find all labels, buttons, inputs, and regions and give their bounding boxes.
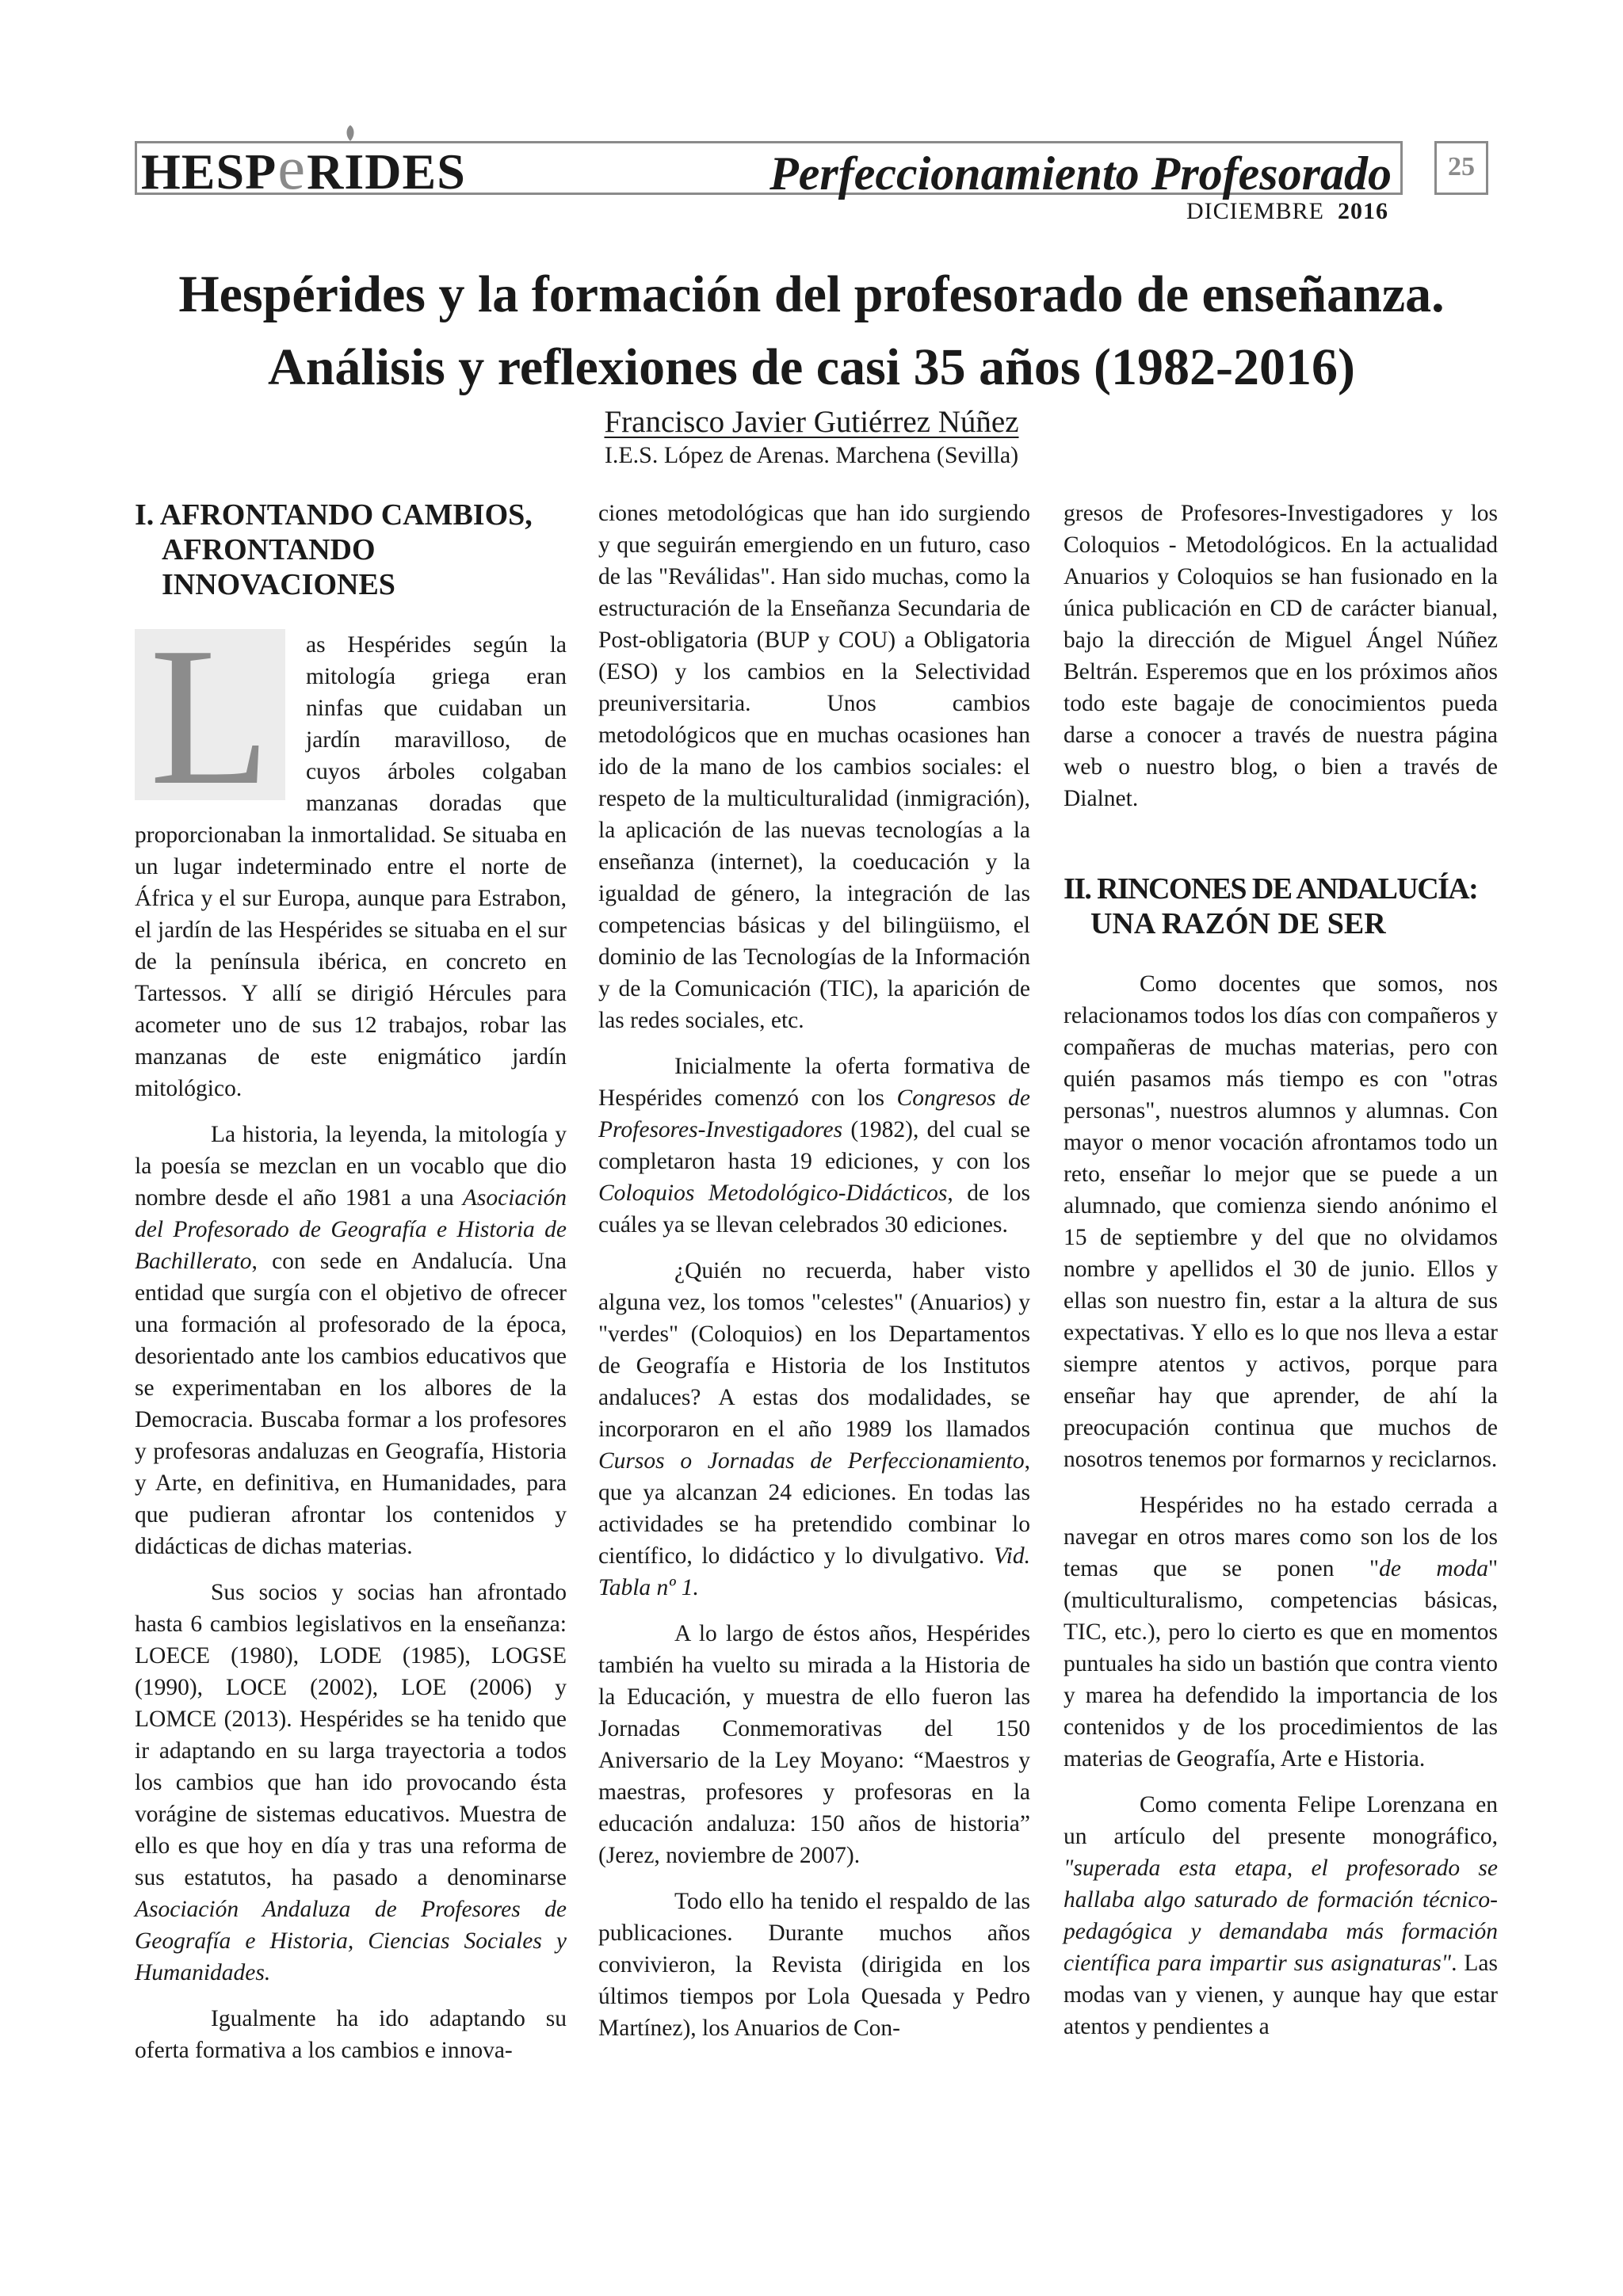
article-title	[0, 258, 1623, 404]
section-2-heading: II. RINCONES DE ANDALUCÍA: UNA RAZÓN DE SER	[1064, 872, 1478, 940]
section-1-heading: I. AFRONTANDO CAMBIOS, AFRONTANDO INNOVACIONES	[135, 498, 533, 601]
page-number: 25	[1434, 141, 1488, 195]
author-name: Francisco Javier Gutiérrez Núñez	[604, 405, 1019, 439]
paragraph: Hespérides no ha estado cerrada a navegar en otros mares como son los de los temas que se ponen "de moda" (multiculturalismo, competencias básicas, TIC, etc.), pero lo cierto es que en momentos puntuales ha sido un bastión que contra viento y marea ha defendido la importancia de los contenidos y de los procedimientos de las materias de Geografía, Arte e Historia.	[1064, 1493, 1498, 1772]
paragraph: Inicialmente la oferta formativa de Hespérides comenzó con los Congresos de Profesores-Investigadores (1982), del cual se completaron hasta 19 ediciones, y con los Coloquios Metodológico-Didácticos, de los cuáles ya se llevan celebrados 30 ediciones.	[598, 1054, 1030, 1238]
journal-logo: HESPeRIDES	[141, 133, 466, 202]
column-3	[1064, 498, 1498, 2057]
paragraph: gresos de Profesores-Investigadores y los Coloquios - Metodológicos. En la actualidad Anuarios y Coloquios se han fusionado en la única publicación en CD de carácter bianual, bajo la dirección de Miguel Ángel Núñez Beltrán. Esperemos que en los próximos años todo este bagaje de conocimientos pueda darse a conocer a través de nuestra página web o nuestro blog, o bien a través de Dialnet.	[1064, 501, 1498, 811]
logo-leaf-icon	[343, 124, 357, 143]
drop-cap: L	[135, 629, 285, 800]
title-line-2: Análisis y reflexiones de casi 35 años (1982-2016)	[268, 338, 1355, 396]
paragraph: Igualmente ha ido adaptando su oferta formativa a los cambios e innova-	[135, 2006, 567, 2063]
paragraph: Como docentes que somos, nos relacionamos todos los días con compañeros y compañeras de muchas materias, pero con quién pasamos más tiempo es con "otras personas", nuestros alumnos y alumnas. Con mayor o menor vocación afrontamos todo un reto, enseñar lo mejor que se puede a un alumnado, que comienza siendo anónimo el 15 de septiembre y del que no olvidamos nombre y apellidos el 30 de junio. Ellos y ellas son nuestro fin, estar a la altura de sus expectativas. Y ello es lo que nos lleva a estar siempre atentos y activos, porque para enseñar hay que aprender, de ahí la preocupación continua que muchos de nosotros tenemos por formarnos y reciclarnos.	[1064, 971, 1498, 1472]
section-title: Perfeccionamiento Profesorado	[769, 147, 1392, 200]
paragraph: ciones metodológicas que han ido surgiendo y que seguirán emergiendo en un futuro, caso de las "Reválidas". Han sido muchas, como la estructuración de la Enseñanza Secundaria de Post-obligatoria (BUP y COU) a Obligatoria (ESO) y los cambios en la Selectividad preuniversitaria. Unos cambios metodológicos que en muchas ocasiones han ido de la mano de los cambios sociales: el respeto de la multiculturalidad (inmigración), la aplicación de las nuevas tecnologías a la enseñanza (internet), la coeducación y la igualdad de género, la integración de las competencias básicas y del bilingüismo, el dominio de las Tecnologías de la Información y de la Comunicación (TIC), la aparición de las redes sociales, etc.	[598, 501, 1030, 1033]
paragraph: Sus socios y socias han afrontado hasta 6 cambios legislativos en la enseñanza: LOECE (1980), LODE (1985), LOGSE (1990), LOCE (2002), LOE (2006) y LOMCE (2013). Hespérides se ha tenido que ir adaptando en su larga trayectoria a todos los cambios que han ido provocando ésta vorágine de sistemas educativos. Muestra de ello es que hoy en día y tras una reforma de sus estatutos, ha pasado a denominarse Asociación Andaluza de Profesores de Geografía e Historia, Ciencias Sociales y Humanidades.	[135, 1580, 567, 1985]
paragraph: Como comenta Felipe Lorenzana en un artículo del presente monográfico, "superada esta etapa, el profesorado se hallaba algo saturado de formación técnico-pedagógica y demandaba más formación científica para impartir sus asignaturas". Las modas van y vienen, y aunque hay que estar atentos y pendientes a	[1064, 1792, 1498, 2039]
author-affiliation: I.E.S. López de Arenas. Marchena (Sevilla)	[604, 442, 1019, 468]
title-line-1: Hespérides y la formación del profesorado de enseñanza.	[178, 265, 1445, 323]
paragraph: La historia, la leyenda, la mitología y la poesía se mezclan en un vocablo que dio nombre desde el año 1981 a una Asociación del Profesorado de Geografía e Historia de Bachillerato, con sede en Andalucía. Una entidad que surgía con el objetivo de ofrecer una formación al profesorado de la época, desorientado ante los cambios educativos que se experimentaban en los albores de la Democracia. Buscaba formar a los profesores y profesoras andaluzas en Geografía, Historia y Arte, en definitiva, en Humanidades, para que pudieran afrontar los contenidos y didácticas de dichas materias.	[135, 1122, 567, 1559]
column-1	[135, 498, 567, 2081]
paragraph: Todo ello ha tenido el respaldo de las publicaciones. Durante muchos años convivieron, la Revista (dirigida en los últimos tiempos por Lola Quesada y Pedro Martínez), los Anuarios de Con-	[598, 1889, 1030, 2041]
paragraph: A lo largo de éstos años, Hespérides también ha vuelto su mirada a la Historia de la Educación, y muestra de ello fueron las Jornadas Conmemorativas del 150 Aniversario de la Ley Moyano: “Maestros y maestras, profesores y profesoras en la educación andaluza: 150 años de historia” (Jerez, noviembre de 2007).	[598, 1621, 1030, 1868]
paragraph: ¿Quién no recuerda, haber visto alguna vez, los tomos "celestes" (Anuarios) y "verdes" (Coloquios) en los Departamentos de Geografía e Historia de los Institutos andaluces? A estas dos modalidades, se incorporaron en el año 1989 los llamados Cursos o Jornadas de Perfeccionamiento, que ya alcanzan 24 ediciones. En todas las actividades se ha pretendido combinar lo científico, lo didáctico y lo divulgativo. Vid. Tabla nº 1.	[598, 1258, 1030, 1600]
paragraph: L as Hespérides según la mitología griega eran ninfas que cuidaban un jardín maravilloso, de cuyos árboles colgaban manzanas doradas que proporcionaban la inmortalidad. Se situaba en un lugar indeterminado entre el norte de África y el sur Europa, aunque para Estrabon, el jardín de las Hespérides se situaba en el sur de la península ibérica, en concreto en Tartessos. Y allí se dirigió Hércules para acometer uno de sus 12 trabajos, robar las manzanas de este enigmático jardín mitológico.	[135, 607, 567, 1101]
logo-e-letter: e	[277, 133, 306, 202]
issue-date: DICIEMBRE 2016	[1186, 198, 1388, 224]
column-2	[598, 498, 1030, 2058]
